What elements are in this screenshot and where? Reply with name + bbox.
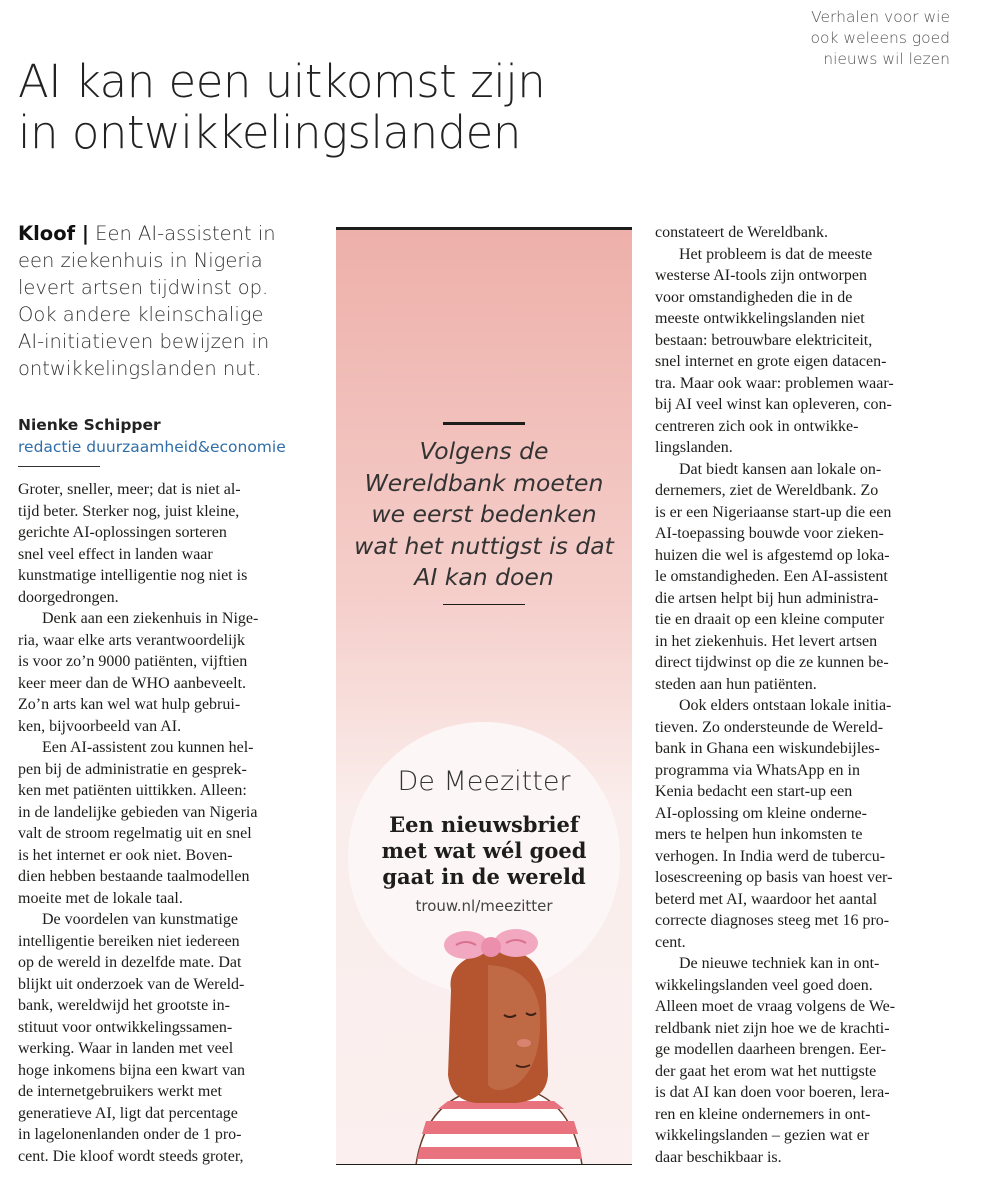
author-department-link[interactable]: redactie duurzaamheid&economie xyxy=(18,438,286,456)
body-text-line: centreren zich ook in ontwikke- xyxy=(655,417,859,435)
body-text-line: Ook elders ontstaan lokale initia- xyxy=(679,697,892,714)
quote-line: we eerst bedenken xyxy=(371,500,597,528)
byline-divider xyxy=(18,466,100,467)
body-text-line: lingslanden. xyxy=(655,439,733,456)
body-text-line: Kenia bedacht een start-up een xyxy=(655,783,853,800)
body-text-line: daar beschikbaar is. xyxy=(655,1148,782,1166)
body-text-line: generatieve AI, ligt dat percentage xyxy=(18,1104,238,1122)
intro-line xyxy=(18,220,318,247)
body-text-line: moeite met de lokale taal. xyxy=(18,889,183,907)
intro-kicker: Kloof | xyxy=(18,222,89,245)
body-text-line: pen bij de administratie en gesprek- xyxy=(18,760,247,778)
body-text-line: der gaat het erom wat het nuttigste xyxy=(655,1062,877,1080)
body-text-line: Een AI-assistent zou kunnen hel- xyxy=(42,739,254,756)
body-text-line: losescreening op basis van hoest ver- xyxy=(655,869,893,886)
body-text-line: wikkelingslanden veel goed doen. xyxy=(655,976,873,994)
body-text-line: mers te helpen hun inkomsten te xyxy=(655,826,863,843)
quote-divider-bottom xyxy=(443,604,525,605)
body-text-line: is voor zo’n 9000 patiënten, vijftien xyxy=(18,653,248,670)
newsletter-line: Een nieuwsbrief xyxy=(389,812,579,837)
quote-line: Volgens de xyxy=(419,437,549,465)
body-text-line: gerichte AI-oplossingen sorteren xyxy=(18,524,227,541)
body-text-line: kunstmatige intelligentie nog niet is xyxy=(18,567,248,584)
body-text-line: constateert de Wereldbank. xyxy=(655,224,829,241)
quote-divider-top xyxy=(443,422,525,425)
body-text-line: voor omstandigheden die in de xyxy=(655,288,853,306)
pull-quote xyxy=(336,436,632,594)
body-text-line: ren en kleine ondernemers in ont- xyxy=(655,1105,871,1123)
body-text-line: tra. Maar ook waar: problemen waar- xyxy=(655,374,894,392)
tagline-line: Verhalen voor wie xyxy=(811,8,950,26)
article-column-right xyxy=(655,222,955,1168)
body-text-line: bij AI veel winst kan opleveren, con- xyxy=(655,396,892,413)
body-text-line: Dat biedt kansen aan lokale on- xyxy=(679,460,882,478)
article-column-left xyxy=(18,479,318,1167)
intro-line: levert artsen tijdwinst op. xyxy=(18,276,269,299)
quote-line: wat het nuttigst is dat xyxy=(354,531,614,560)
intro-line: ontwikkelingslanden nut. xyxy=(18,357,262,380)
sidebar-panel xyxy=(336,227,632,1165)
body-text-line: programma via WhatsApp en in xyxy=(655,761,860,779)
body-text-line: snel internet en grote eigen datacen- xyxy=(655,353,887,370)
body-text-line: valt de stroom regelmatig uit en snel xyxy=(18,825,252,842)
body-text-line: tieven. Zo ondersteunde de Wereld- xyxy=(655,718,884,736)
body-text-line: beterd met AI, waardoor het aantal xyxy=(655,890,878,908)
body-text-line: is dat AI kan doen voor boeren, lera- xyxy=(655,1084,890,1101)
intro-text: Een AI-assistent in xyxy=(88,222,276,245)
body-text-line: Het probleem is dat de meeste xyxy=(679,245,873,263)
body-text-line: keer meer dan de WHO aanbeveelt. xyxy=(18,674,247,692)
body-text-line: die artsen helpt bij hun administra- xyxy=(655,589,879,607)
girl-with-bow-illustration xyxy=(396,925,586,1165)
body-text-line: ge modellen daarheen brengen. Eer- xyxy=(655,1041,887,1058)
intro-line: Ook andere kleinschalige xyxy=(18,303,264,326)
quote-line: AI kan doen xyxy=(414,563,554,591)
body-text-line: AI-toepassing bouwde voor zieken- xyxy=(655,525,884,542)
body-text-line: reldbank niet zijn hoe we de krachti- xyxy=(655,1019,890,1037)
body-text-line: westerse AI-tools zijn ontworpen xyxy=(655,267,867,284)
body-text-line: in het ziekenhuis. Het levert artsen xyxy=(655,632,878,650)
body-text-line: Alleen moet de vraag volgens de We- xyxy=(655,998,896,1015)
body-text-line: in de landelijke gebieden van Nigeria xyxy=(18,803,258,821)
body-text-line: verhogen. In India werd de tubercu- xyxy=(655,847,886,865)
body-text-line: bank, wereldwijd het grootste in- xyxy=(18,997,230,1014)
newsletter-url-link[interactable]: trouw.nl/meezitter xyxy=(415,897,553,915)
body-text-line: ria, waar elke arts verantwoordelijk xyxy=(18,631,246,649)
body-text-line: werking. Waar in landen met veel xyxy=(18,1040,234,1057)
body-text-line: ken met patiënten uittikken. Alleen: xyxy=(18,782,247,799)
body-text-line: blijkt uit onderzoek van de Wereld- xyxy=(18,975,245,993)
body-text-line: is er een Nigeriaanse start-up die een xyxy=(655,503,892,521)
body-text-line: dernemers, ziet de Wereldbank. Zo xyxy=(655,482,879,499)
body-text-line: cent. Die kloof wordt steeds groter, xyxy=(18,1147,244,1165)
newsletter-line: gaat in de wereld xyxy=(382,864,586,889)
body-text-line: in lagelonenlanden onder de 1 pro- xyxy=(18,1126,242,1143)
body-text-line: AI-oplossing om kleine onderne- xyxy=(655,804,867,822)
body-text-line: op de wereld in dezelfde mate. Dat xyxy=(18,954,242,971)
section-tagline xyxy=(750,7,950,70)
body-text-line: le omstandigheden. Een AI-assistent xyxy=(655,568,888,585)
body-text-line: de internetgebruikers werkt met xyxy=(18,1083,222,1100)
quote-line: Wereldbank moeten xyxy=(364,468,604,497)
body-text-line: snel veel effect in landen waar xyxy=(18,545,213,563)
tagline-line: ook weleens goed xyxy=(810,29,950,47)
body-text-line: doorgedrongen. xyxy=(18,588,119,606)
body-text-line: Zo’n arts kan wel wat hulp gebrui- xyxy=(18,696,241,713)
author-name: Nienke Schipper xyxy=(18,416,161,434)
body-text-line: direct tijdwinst op die ze kunnen be- xyxy=(655,654,889,671)
body-text-line: dien hebben bestaande taalmodellen xyxy=(18,868,250,885)
body-text-line: De voordelen van kunstmatige xyxy=(42,911,238,928)
body-text-line: hoge inkomens bijna een kwart van xyxy=(18,1061,246,1079)
headline-line: AI kan een uitkomst zijn xyxy=(18,55,546,108)
body-text-line: bestaan: betrouwbare elektriciteit, xyxy=(655,331,873,349)
body-text-line: stituut voor ontwikkelingssamen- xyxy=(18,1018,233,1036)
body-text-line: wikkelingslanden – gezien wat er xyxy=(655,1127,870,1144)
body-text-line: bank in Ghana een wiskundebijles- xyxy=(655,740,880,757)
body-text-line: tijd beter. Sterker nog, juist kleine, xyxy=(18,502,240,520)
newsletter-description xyxy=(336,812,632,890)
body-text-line: De nieuwe techniek kan in ont- xyxy=(679,955,880,972)
intro-line: een ziekenhuis in Nigeria xyxy=(18,249,263,272)
headline-line: in ontwikkelingslanden xyxy=(18,106,521,159)
body-text-line: intelligentie bereiken niet iedereen xyxy=(18,932,240,950)
body-text-line: cent. xyxy=(655,933,686,951)
article-headline xyxy=(18,56,658,158)
article-intro xyxy=(18,220,318,382)
body-text-line: tie en draait op een kleine computer xyxy=(655,611,885,628)
body-text-line: Groter, sneller, meer; dat is niet al- xyxy=(18,481,241,498)
tagline-line: nieuws wil lezen xyxy=(823,50,950,68)
body-text-line: correcte diagnoses steeg met 16 pro- xyxy=(655,912,890,929)
body-text-line: Denk aan een ziekenhuis in Nige- xyxy=(42,610,259,627)
body-text-line: meeste ontwikkelingslanden niet xyxy=(655,310,865,327)
body-text-line: ken, bijvoorbeeld van AI. xyxy=(18,717,182,735)
body-text-line: huizen die wel is afgestemd op loka- xyxy=(655,546,890,564)
intro-line: AI-initiatieven bewijzen in xyxy=(18,330,270,353)
newsletter-title: De Meezitter xyxy=(397,766,571,797)
body-text-line: steden aan hun patiënten. xyxy=(655,675,817,693)
body-text-line: is het internet er ook niet. Boven- xyxy=(18,846,233,864)
newsletter-line: met wat wél goed xyxy=(381,838,587,863)
author-byline xyxy=(18,414,328,467)
